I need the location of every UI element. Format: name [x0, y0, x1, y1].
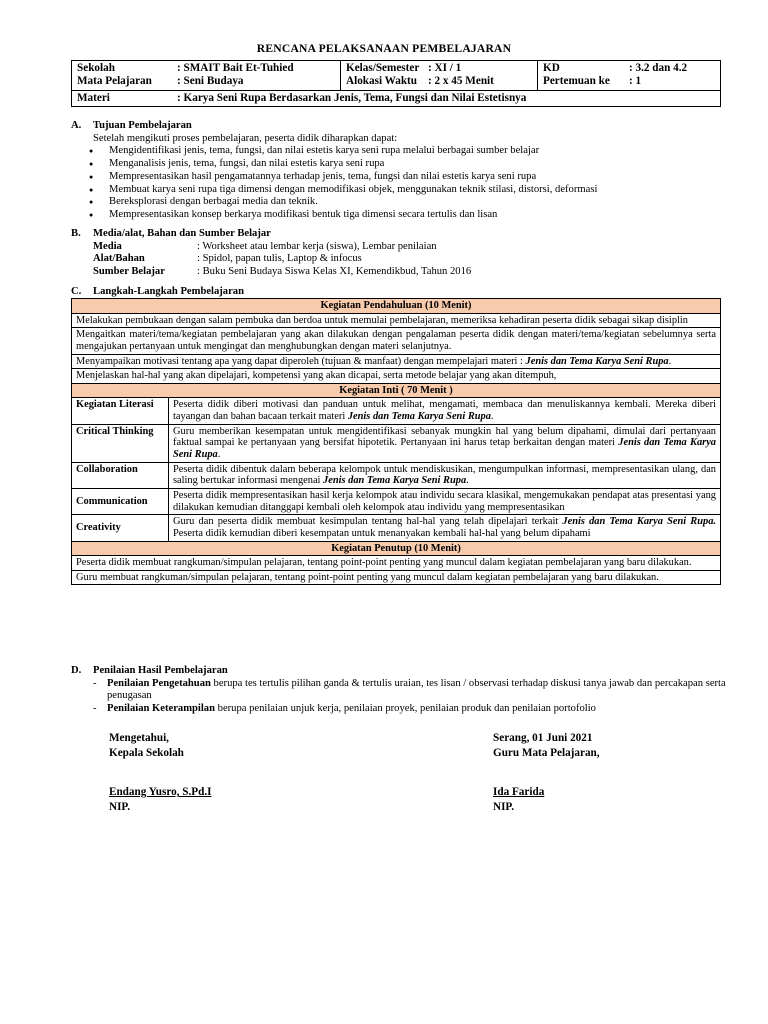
- inti-title: Kegiatan Inti ( 70 Menit ): [72, 383, 721, 398]
- critical-label: Critical Thinking: [72, 424, 169, 462]
- section-a-heading: A. Tujuan Pembelajaran: [71, 120, 192, 131]
- alokasi-label: Alokasi Waktu: [346, 75, 417, 88]
- header-cell-materi: [72, 90, 721, 106]
- pertemuan-value: : 1: [629, 75, 642, 88]
- media-row: Media : Worksheet atau lembar kerja (siswa), Lembar penilaian: [93, 240, 437, 252]
- list-item: ● Menganalisis jenis, tema, fungsi, dan nilai estetis karya seni rupa: [89, 158, 731, 171]
- kelas-label: Kelas/Semester: [346, 62, 420, 74]
- sekolah-value: : SMAIT Bait Et-Tuhied: [177, 62, 294, 74]
- left-line2: Kepala Sekolah: [109, 747, 184, 759]
- creat-label: Creativity: [72, 515, 169, 541]
- table-row: Peserta didik membuat rangkuman/simpulan pelajaran, tentang point-point penting yang muncul dalam kegiatan pembelajaran yang baru dilakukan.: [72, 556, 721, 571]
- collab-text: Peserta didik dibentuk dalam beberapa kelompok untuk mendiskusikan, mengumpulkan informasi, mempresentasikan ulang, dan saling bertukar informasi mengenai Jenis dan Tema Karya Seni Rupa.: [169, 462, 721, 488]
- steps-table: [71, 298, 721, 585]
- list-item: ● Bereksplorasi dengan berbagai media dan teknik.: [89, 196, 731, 209]
- collab-label: Collaboration: [72, 462, 169, 488]
- right-name: Ida Farida: [493, 786, 545, 798]
- section-c-heading: C. Langkah-Langkah Pembelajaran: [71, 286, 244, 297]
- kd-value: : 3.2 dan 4.2: [629, 62, 688, 74]
- list-item: ● Mempresentasikan konsep berkarya modifikasi bentuk tiga dimensi secara tertulis dan lisan: [89, 209, 731, 222]
- header-cell-school: [72, 61, 341, 91]
- list-item: ● Membuat karya seni rupa tiga dimensi dengan memodifikasi objek, menggunakan teknik stilasi, distorsi, deformasi: [89, 184, 731, 197]
- section-d-heading: D. Penilaian Hasil Pembelajaran: [71, 665, 228, 676]
- right-line2: Guru Mata Pelajaran,: [493, 747, 600, 759]
- table-row: Mengaitkan materi/tema/kegiatan pembelajaran yang akan dilakukan dengan pengalaman peserta didik dengan materi/tema/kegiatan sebelumnya serta mengajukan pertanyaan untuk mengingat dan menghubungkan dengan materi selanjutnya.: [72, 328, 721, 354]
- header-cell-class: [341, 61, 538, 91]
- signature-right-name: [493, 785, 544, 815]
- alat-row: Alat/Bahan : Spidol, papan tulis, Laptop & infocus: [93, 253, 362, 265]
- list-item: - Penilaian Pengetahuan berupa tes tertulis pilihan ganda & tertulis uraian, tes lisan / observasi terhadap diskusi tanya jawab dan percakapan serta penugasan: [93, 677, 726, 702]
- pendahuluan-title: Kegiatan Pendahuluan (10 Menit): [72, 299, 721, 314]
- table-row: Menyampaikan motivasi tentang apa yang dapat diperoleh (tujuan & manfaat) dengan mempelajari materi : Jenis dan Tema Karya Seni Rupa.: [72, 354, 721, 369]
- right-line1: Serang, 01 Juni 2021: [493, 732, 593, 744]
- section-b: [71, 228, 731, 279]
- table-row: Guru membuat rangkuman/simpulan pelajaran, tentang point-point penting yang muncul dalam kegiatan pembelajaran yang baru dilakukan.: [72, 570, 721, 585]
- penutup-title: Kegiatan Penutup (10 Menit): [72, 541, 721, 556]
- objectives-list: [89, 145, 731, 221]
- critical-text: Guru memberikan kesempatan untuk mengidentifikasi sebanyak mungkin hal yang belum dipahami, dimulai dari pertanyaan faktual sampai ke pertanyaan yang bersifat hipotetik. Pertanyaan ini harus tetap berkaitan dengan materi Jenis dan Tema Karya Seni Rupa.: [169, 424, 721, 462]
- left-line1: Mengetahui,: [109, 732, 169, 744]
- list-item: ● Mengidentifikasi jenis, tema, fungsi, dan nilai estetis karya seni rupa melalui berbagai sumber belajar: [89, 145, 731, 158]
- materi-value: : Karya Seni Rupa Berdasarkan Jenis, Tema, Fungsi dan Nilai Estetisnya: [177, 91, 527, 104]
- comm-text: Peserta didik mempresentasikan hasil kerja kelompok atau individu secara klasikal, mengemukakan pendapat atas presentasi yang dilakukan kemudian ditanggapi kembali oleh kelompok atau individu yang mempresentasikan: [169, 488, 721, 514]
- table-row: Menjelaskan hal-hal yang akan dipelajari, kompetensi yang akan dicapai, serta metode belajar yang akan ditempuh,: [72, 369, 721, 384]
- assessment-list: [93, 678, 731, 716]
- signature-left: [109, 731, 184, 761]
- mapel-label: Mata Pelajaran: [77, 75, 152, 88]
- left-nip: NIP.: [109, 801, 131, 813]
- header-table: [71, 60, 721, 107]
- creat-text: Guru dan peserta didik membuat kesimpulan tentang hal-hal yang telah dipelajari terkait Jenis dan Tema Karya Seni Rupa. Peserta didik kemudian diberi kesempatan untuk menanyakan kembali hal-hal yang belum dipahami: [169, 515, 721, 541]
- signature-right: [493, 731, 600, 761]
- signature-left-name: [109, 785, 212, 815]
- mapel-value: : Seni Budaya: [177, 75, 244, 88]
- header-cell-kd: [538, 61, 721, 91]
- table-row: Melakukan pembukaan dengan salam pembuka dan berdoa untuk memulai pembelajaran, memeriksa kehadiran peserta didik sebagai sikap disiplin: [72, 313, 721, 328]
- literasi-text: Peserta didik diberi motivasi dan panduan untuk melihat, mengamati, membaca dan menuliskannya kembali. Mereka diberi tayangan dan bahan bacaan terkait materi Jenis dan Tema Karya Seni Rupa.: [169, 398, 721, 424]
- section-a-intro: Setelah mengikuti proses pembelajaran, peserta didik diharapkan dapat:: [93, 132, 398, 144]
- sumber-row: Sumber Belajar : Buku Seni Budaya Siswa Kelas XI, Kemendikbud, Tahun 2016: [93, 266, 472, 278]
- kd-label: KD: [543, 62, 560, 74]
- list-item: ● Mempresentasikan hasil pengamatannya terhadap jenis, tema, fungsi dan nilai estetis karya seni rupa: [89, 171, 731, 184]
- alokasi-value: : 2 x 45 Menit: [428, 75, 494, 88]
- document-title: RENCANA PELAKSANAAN PEMBELAJARAN: [256, 42, 512, 55]
- section-c: [71, 286, 731, 299]
- list-item: - Penilaian Keterampilan berupa penilaian unjuk kerja, penilaian proyek, penilaian produk dan penilaian portofolio: [93, 703, 596, 715]
- section-b-heading: B. Media/alat, Bahan dan Sumber Belajar: [71, 228, 271, 239]
- sekolah-label: Sekolah: [77, 62, 115, 74]
- kelas-value: : XI / 1: [428, 62, 462, 74]
- right-nip: NIP.: [493, 801, 515, 813]
- pertemuan-label: Pertemuan ke: [543, 75, 610, 88]
- materi-label: Materi: [77, 91, 110, 104]
- section-d: [71, 665, 731, 716]
- literasi-label: Kegiatan Literasi: [72, 398, 169, 424]
- section-a: [71, 120, 731, 222]
- comm-label: Communication: [72, 488, 169, 514]
- left-name: Endang Yusro, S.Pd.I: [109, 786, 212, 798]
